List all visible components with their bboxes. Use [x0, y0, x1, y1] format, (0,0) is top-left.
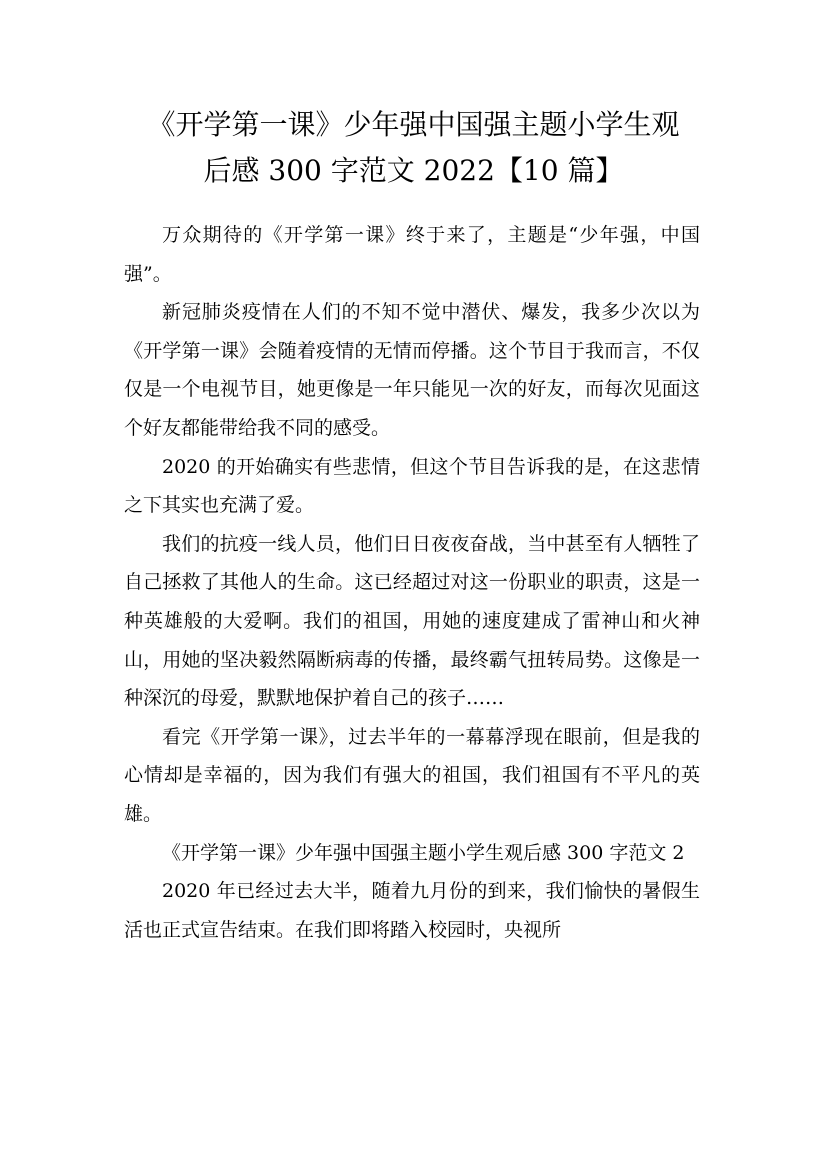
document-title — [60, 102, 767, 194]
paragraph: 2020 的开始确实有些悲情，但这个节目告诉我的是，在这悲情之下其实也充满了爱。 — [124, 455, 700, 517]
paragraph: 2020 年已经过去大半，随着九月份的到来，我们愉快的暑假生活也正式宣告结束。在我们即将踏入校园时，央视所 — [124, 880, 700, 941]
paragraph: 看完《开学第一课》，过去半年的一幕幕浮现在眼前，但是我的心情却是幸福的，因为我们有强大的祖国，我们祖国有不平凡的英雄。 — [124, 725, 700, 825]
paragraph: 我们的抗疫一线人员，他们日日夜夜奋战，当中甚至有人牺牲了自己拯救了其他人的生命。这已经超过对这一份职业的职责，这是一种英雄般的大爱啊。我们的祖国，用她的速度建成了雷神山和火神山，用她的坚决毅然隔断病毒的传播，最终霸气扭转局势。这像是一种深沉的母爱，默默地保护着自己的孩子…… — [124, 532, 700, 710]
title-line-2: 后感 300 字范文 2022【10 篇】 — [203, 154, 624, 187]
document-body — [124, 216, 700, 949]
paragraph: 万众期待的《开学第一课》终于来了，主题是“少年强，中国强”。 — [124, 224, 700, 285]
paragraph: 新冠肺炎疫情在人们的不知不觉中潜伏、爆发，我多少次以为《开学第一课》会随着疫情的无情而停播。这个节目于我而言，不仅仅是一个电视节目，她更像是一年只能见一次的好友，而每次见面这个好友都能带给我不同的感受。 — [124, 301, 700, 439]
section-heading: 《开学第一课》少年强中国强主题小学生观后感 300 字范文 2 — [162, 841, 685, 864]
title-line-1: 《开学第一课》少年强中国强主题小学生观 — [147, 108, 680, 141]
